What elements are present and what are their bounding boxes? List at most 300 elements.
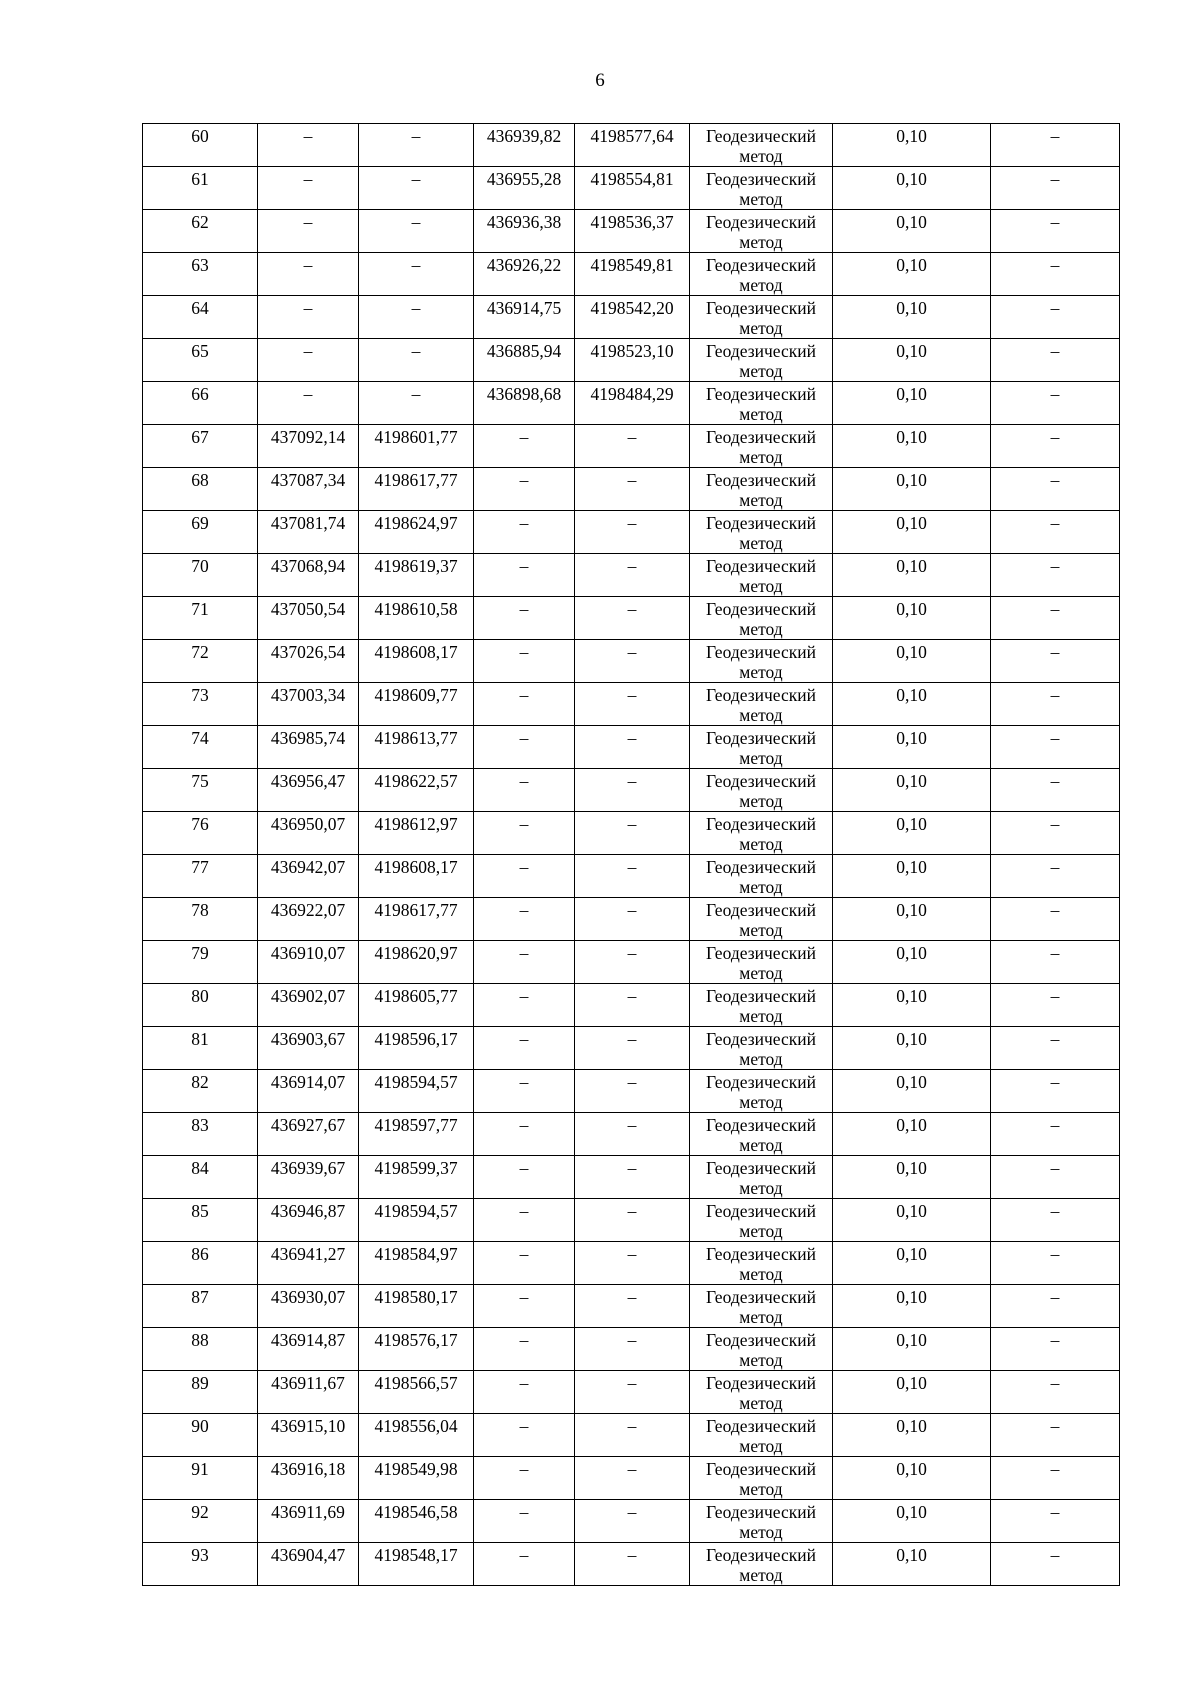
cell-text: – — [519, 1115, 529, 1135]
new-y-cell — [575, 1156, 690, 1199]
old-y-cell — [359, 511, 474, 554]
cell-text: – — [1050, 513, 1060, 533]
new-y-cell — [575, 1242, 690, 1285]
cell-text: 4198601,77 — [374, 427, 458, 447]
cell-text: 71 — [191, 599, 209, 619]
old-y-cell — [359, 1027, 474, 1070]
new-y-cell — [575, 683, 690, 726]
cell-text: 61 — [191, 169, 209, 189]
table-row — [143, 1285, 1120, 1328]
accuracy-cell — [833, 597, 991, 640]
cell-text: 436902,07 — [270, 986, 346, 1006]
cell-text: – — [1050, 1201, 1060, 1221]
cell-text: 0,10 — [896, 556, 927, 576]
old-x-cell — [258, 296, 359, 339]
old-x-cell — [258, 1500, 359, 1543]
cell-text: 437068,94 — [270, 556, 346, 576]
old-x-cell — [258, 382, 359, 425]
cell-text: 0,10 — [896, 943, 927, 963]
cell-text: Геодезический метод — [706, 384, 816, 424]
cell-text: 69 — [191, 513, 209, 533]
cell-text: – — [1050, 384, 1060, 404]
cell-text: Геодезический метод — [706, 427, 816, 467]
cell-text: – — [627, 642, 637, 662]
accuracy-cell — [833, 339, 991, 382]
cell-text: 0,10 — [896, 642, 927, 662]
table-row — [143, 1199, 1120, 1242]
cell-text: 4198548,17 — [374, 1545, 458, 1565]
old-y-cell — [359, 812, 474, 855]
cell-text: – — [1050, 986, 1060, 1006]
cell-text: – — [627, 1502, 637, 1522]
method-cell — [690, 1070, 833, 1113]
cell-text: – — [1050, 470, 1060, 490]
new-y-cell — [575, 554, 690, 597]
point-number-cell — [143, 1328, 258, 1371]
table-row — [143, 984, 1120, 1027]
cell-text: – — [627, 1287, 637, 1307]
cell-text: Геодезический метод — [706, 212, 816, 252]
cell-text: 436939,82 — [486, 126, 562, 146]
table-row — [143, 124, 1120, 167]
old-x-cell — [258, 1027, 359, 1070]
cell-text: – — [519, 857, 529, 877]
accuracy-cell — [833, 769, 991, 812]
old-y-cell — [359, 597, 474, 640]
point-number-cell — [143, 812, 258, 855]
new-x-cell — [474, 253, 575, 296]
point-number-cell — [143, 1414, 258, 1457]
new-x-cell — [474, 124, 575, 167]
table-row — [143, 640, 1120, 683]
accuracy-cell — [833, 1328, 991, 1371]
old-x-cell — [258, 1285, 359, 1328]
new-y-cell — [575, 425, 690, 468]
cell-text: 436911,67 — [271, 1373, 345, 1393]
cell-text: 436956,47 — [270, 771, 346, 791]
cell-text: 0,10 — [896, 470, 927, 490]
cell-text: 73 — [191, 685, 209, 705]
cell-text: 4198577,64 — [590, 126, 674, 146]
cell-text: – — [519, 1459, 529, 1479]
cell-text: – — [519, 1416, 529, 1436]
new-x-cell — [474, 1156, 575, 1199]
cell-text: 436941,27 — [270, 1244, 346, 1264]
new-x-cell — [474, 1113, 575, 1156]
cell-text: 66 — [191, 384, 209, 404]
cell-text: 76 — [191, 814, 209, 834]
cell-text: 4198484,29 — [590, 384, 674, 404]
accuracy-cell — [833, 726, 991, 769]
table-row — [143, 1414, 1120, 1457]
cell-text: 4198619,37 — [374, 556, 458, 576]
table-row — [143, 683, 1120, 726]
page-number: 6 — [595, 70, 605, 91]
new-y-cell — [575, 1113, 690, 1156]
old-x-cell — [258, 597, 359, 640]
description-cell — [991, 167, 1120, 210]
point-number-cell — [143, 769, 258, 812]
table-row — [143, 597, 1120, 640]
cell-text: 81 — [191, 1029, 209, 1049]
old-y-cell — [359, 1285, 474, 1328]
method-cell — [690, 1328, 833, 1371]
cell-text: 4198609,77 — [374, 685, 458, 705]
table-row — [143, 425, 1120, 468]
new-y-cell — [575, 296, 690, 339]
method-cell — [690, 511, 833, 554]
new-x-cell — [474, 1285, 575, 1328]
old-y-cell — [359, 554, 474, 597]
cell-text: – — [303, 169, 313, 189]
cell-text: – — [627, 1029, 637, 1049]
accuracy-cell — [833, 1500, 991, 1543]
old-y-cell — [359, 1199, 474, 1242]
old-y-cell — [359, 210, 474, 253]
method-cell — [690, 1371, 833, 1414]
cell-text: – — [627, 1072, 637, 1092]
old-y-cell — [359, 1500, 474, 1543]
table-row — [143, 1500, 1120, 1543]
method-cell — [690, 253, 833, 296]
accuracy-cell — [833, 1371, 991, 1414]
new-y-cell — [575, 812, 690, 855]
cell-text: 79 — [191, 943, 209, 963]
new-x-cell — [474, 812, 575, 855]
cell-text: – — [627, 900, 637, 920]
cell-text: – — [1050, 556, 1060, 576]
cell-text: 0,10 — [896, 685, 927, 705]
new-x-cell — [474, 640, 575, 683]
cell-text: 63 — [191, 255, 209, 275]
cell-text: 0,10 — [896, 126, 927, 146]
new-x-cell — [474, 1500, 575, 1543]
cell-text: Геодезический метод — [706, 298, 816, 338]
old-x-cell — [258, 941, 359, 984]
description-cell — [991, 511, 1120, 554]
point-number-cell — [143, 1285, 258, 1328]
cell-text: – — [627, 1201, 637, 1221]
cell-text: 437087,34 — [270, 470, 346, 490]
description-cell — [991, 597, 1120, 640]
old-y-cell — [359, 683, 474, 726]
new-y-cell — [575, 984, 690, 1027]
cell-text: 4198624,97 — [374, 513, 458, 533]
description-cell — [991, 382, 1120, 425]
cell-text: 436985,74 — [270, 728, 346, 748]
cell-text: 437026,54 — [270, 642, 346, 662]
cell-text: – — [1050, 1502, 1060, 1522]
cell-text: 436911,69 — [271, 1502, 345, 1522]
new-x-cell — [474, 984, 575, 1027]
cell-text: Геодезический метод — [706, 986, 816, 1026]
cell-text: 62 — [191, 212, 209, 232]
cell-text: 436914,87 — [270, 1330, 346, 1350]
cell-text: 88 — [191, 1330, 209, 1350]
old-y-cell — [359, 769, 474, 812]
table-row — [143, 296, 1120, 339]
table-row — [143, 210, 1120, 253]
cell-text: 436904,47 — [270, 1545, 346, 1565]
cell-text: – — [627, 427, 637, 447]
method-cell — [690, 812, 833, 855]
accuracy-cell — [833, 1113, 991, 1156]
point-number-cell — [143, 468, 258, 511]
point-number-cell — [143, 1371, 258, 1414]
description-cell — [991, 124, 1120, 167]
cell-text: 4198620,97 — [374, 943, 458, 963]
cell-text: – — [519, 1330, 529, 1350]
accuracy-cell — [833, 1543, 991, 1586]
cell-text: 436885,94 — [486, 341, 562, 361]
point-number-cell — [143, 640, 258, 683]
cell-text: 77 — [191, 857, 209, 877]
old-x-cell — [258, 1543, 359, 1586]
cell-text: 0,10 — [896, 900, 927, 920]
cell-text: Геодезический метод — [706, 1330, 816, 1370]
description-cell — [991, 1543, 1120, 1586]
cell-text: Геодезический метод — [706, 1072, 816, 1112]
table-row — [143, 253, 1120, 296]
cell-text: 436930,07 — [270, 1287, 346, 1307]
cell-text: 4198566,57 — [374, 1373, 458, 1393]
old-y-cell — [359, 726, 474, 769]
old-x-cell — [258, 1414, 359, 1457]
point-number-cell — [143, 382, 258, 425]
description-cell — [991, 339, 1120, 382]
table-row — [143, 855, 1120, 898]
cell-text: 436914,07 — [270, 1072, 346, 1092]
cell-text: 0,10 — [896, 857, 927, 877]
new-y-cell — [575, 1543, 690, 1586]
old-x-cell — [258, 511, 359, 554]
point-number-cell — [143, 1027, 258, 1070]
old-x-cell — [258, 468, 359, 511]
point-number-cell — [143, 726, 258, 769]
table-row — [143, 1371, 1120, 1414]
method-cell — [690, 554, 833, 597]
cell-text: Геодезический метод — [706, 1115, 816, 1155]
point-number-cell — [143, 124, 258, 167]
cell-text: 74 — [191, 728, 209, 748]
cell-text: 93 — [191, 1545, 209, 1565]
cell-text: Геодезический метод — [706, 642, 816, 682]
cell-text: – — [1050, 1330, 1060, 1350]
description-cell — [991, 769, 1120, 812]
cell-text: – — [303, 384, 313, 404]
accuracy-cell — [833, 253, 991, 296]
old-x-cell — [258, 1156, 359, 1199]
cell-text: 83 — [191, 1115, 209, 1135]
cell-text: – — [1050, 427, 1060, 447]
table-row — [143, 941, 1120, 984]
point-number-cell — [143, 425, 258, 468]
cell-text: Геодезический метод — [706, 943, 816, 983]
cell-text: – — [1050, 298, 1060, 318]
cell-text: – — [627, 1459, 637, 1479]
description-cell — [991, 683, 1120, 726]
cell-text: – — [519, 685, 529, 705]
cell-text: Геодезический метод — [706, 857, 816, 897]
cell-text: 0,10 — [896, 1115, 927, 1135]
cell-text: 436927,67 — [270, 1115, 346, 1135]
description-cell — [991, 812, 1120, 855]
cell-text: 4198580,17 — [374, 1287, 458, 1307]
method-cell — [690, 167, 833, 210]
old-y-cell — [359, 1242, 474, 1285]
method-cell — [690, 1199, 833, 1242]
new-y-cell — [575, 640, 690, 683]
description-cell — [991, 1328, 1120, 1371]
cell-text: – — [627, 1373, 637, 1393]
cell-text: 4198549,81 — [590, 255, 674, 275]
table-body — [143, 124, 1120, 1586]
method-cell — [690, 726, 833, 769]
cell-text: 0,10 — [896, 212, 927, 232]
cell-text: 436910,07 — [270, 943, 346, 963]
method-cell — [690, 855, 833, 898]
accuracy-cell — [833, 1156, 991, 1199]
old-x-cell — [258, 726, 359, 769]
table-row — [143, 898, 1120, 941]
method-cell — [690, 769, 833, 812]
cell-text: – — [519, 1502, 529, 1522]
method-cell — [690, 984, 833, 1027]
accuracy-cell — [833, 210, 991, 253]
old-x-cell — [258, 425, 359, 468]
new-y-cell — [575, 124, 690, 167]
accuracy-cell — [833, 425, 991, 468]
new-y-cell — [575, 468, 690, 511]
new-x-cell — [474, 167, 575, 210]
old-y-cell — [359, 339, 474, 382]
accuracy-cell — [833, 683, 991, 726]
cell-text: – — [1050, 943, 1060, 963]
old-x-cell — [258, 1371, 359, 1414]
cell-text: 0,10 — [896, 1416, 927, 1436]
cell-text: 67 — [191, 427, 209, 447]
cell-text: 4198594,57 — [374, 1072, 458, 1092]
cell-text: 85 — [191, 1201, 209, 1221]
accuracy-cell — [833, 855, 991, 898]
description-cell — [991, 640, 1120, 683]
cell-text: Геодезический метод — [706, 1459, 816, 1499]
cell-text: – — [1050, 1244, 1060, 1264]
old-y-cell — [359, 855, 474, 898]
new-y-cell — [575, 1199, 690, 1242]
old-y-cell — [359, 941, 474, 984]
cell-text: 0,10 — [896, 341, 927, 361]
cell-text: 4198617,77 — [374, 470, 458, 490]
cell-text: Геодезический метод — [706, 126, 816, 166]
new-y-cell — [575, 855, 690, 898]
cell-text: – — [519, 1545, 529, 1565]
new-y-cell — [575, 1027, 690, 1070]
method-cell — [690, 425, 833, 468]
accuracy-cell — [833, 1457, 991, 1500]
description-cell — [991, 941, 1120, 984]
cell-text: – — [519, 1201, 529, 1221]
cell-text: Геодезический метод — [706, 771, 816, 811]
accuracy-cell — [833, 1242, 991, 1285]
new-x-cell — [474, 1199, 575, 1242]
cell-text: Геодезический метод — [706, 1158, 816, 1198]
cell-text: 0,10 — [896, 1330, 927, 1350]
cell-text: 60 — [191, 126, 209, 146]
point-number-cell — [143, 167, 258, 210]
new-y-cell — [575, 726, 690, 769]
cell-text: 436955,28 — [486, 169, 562, 189]
old-x-cell — [258, 339, 359, 382]
method-cell — [690, 683, 833, 726]
cell-text: Геодезический метод — [706, 685, 816, 725]
point-number-cell — [143, 597, 258, 640]
cell-text: – — [627, 1330, 637, 1350]
cell-text: 87 — [191, 1287, 209, 1307]
cell-text: – — [627, 814, 637, 834]
old-y-cell — [359, 984, 474, 1027]
cell-text: – — [627, 599, 637, 619]
cell-text: – — [627, 1244, 637, 1264]
cell-text: Геодезический метод — [706, 1502, 816, 1542]
new-x-cell — [474, 382, 575, 425]
cell-text: 68 — [191, 470, 209, 490]
old-y-cell — [359, 425, 474, 468]
method-cell — [690, 597, 833, 640]
coordinates-table — [142, 123, 1120, 1586]
new-y-cell — [575, 339, 690, 382]
accuracy-cell — [833, 1199, 991, 1242]
cell-text: 0,10 — [896, 1287, 927, 1307]
cell-text: Геодезический метод — [706, 1416, 816, 1456]
accuracy-cell — [833, 554, 991, 597]
new-y-cell — [575, 769, 690, 812]
accuracy-cell — [833, 468, 991, 511]
new-y-cell — [575, 597, 690, 640]
cell-text: – — [1050, 341, 1060, 361]
point-number-cell — [143, 1457, 258, 1500]
cell-text: – — [303, 126, 313, 146]
accuracy-cell — [833, 1070, 991, 1113]
method-cell — [690, 1242, 833, 1285]
cell-text: 436939,67 — [270, 1158, 346, 1178]
new-x-cell — [474, 769, 575, 812]
description-cell — [991, 425, 1120, 468]
cell-text: 80 — [191, 986, 209, 1006]
new-y-cell — [575, 1500, 690, 1543]
table-row — [143, 1113, 1120, 1156]
description-cell — [991, 1414, 1120, 1457]
cell-text: 4198576,17 — [374, 1330, 458, 1350]
cell-text: 0,10 — [896, 728, 927, 748]
old-x-cell — [258, 253, 359, 296]
old-x-cell — [258, 1457, 359, 1500]
old-x-cell — [258, 683, 359, 726]
new-x-cell — [474, 296, 575, 339]
old-y-cell — [359, 1156, 474, 1199]
description-cell — [991, 855, 1120, 898]
cell-text: – — [1050, 900, 1060, 920]
description-cell — [991, 898, 1120, 941]
cell-text: – — [519, 1373, 529, 1393]
cell-text: – — [1050, 1459, 1060, 1479]
cell-text: 4198523,10 — [590, 341, 674, 361]
new-x-cell — [474, 1070, 575, 1113]
cell-text: 0,10 — [896, 1158, 927, 1178]
cell-text: – — [1050, 1545, 1060, 1565]
accuracy-cell — [833, 941, 991, 984]
cell-text: – — [627, 1158, 637, 1178]
